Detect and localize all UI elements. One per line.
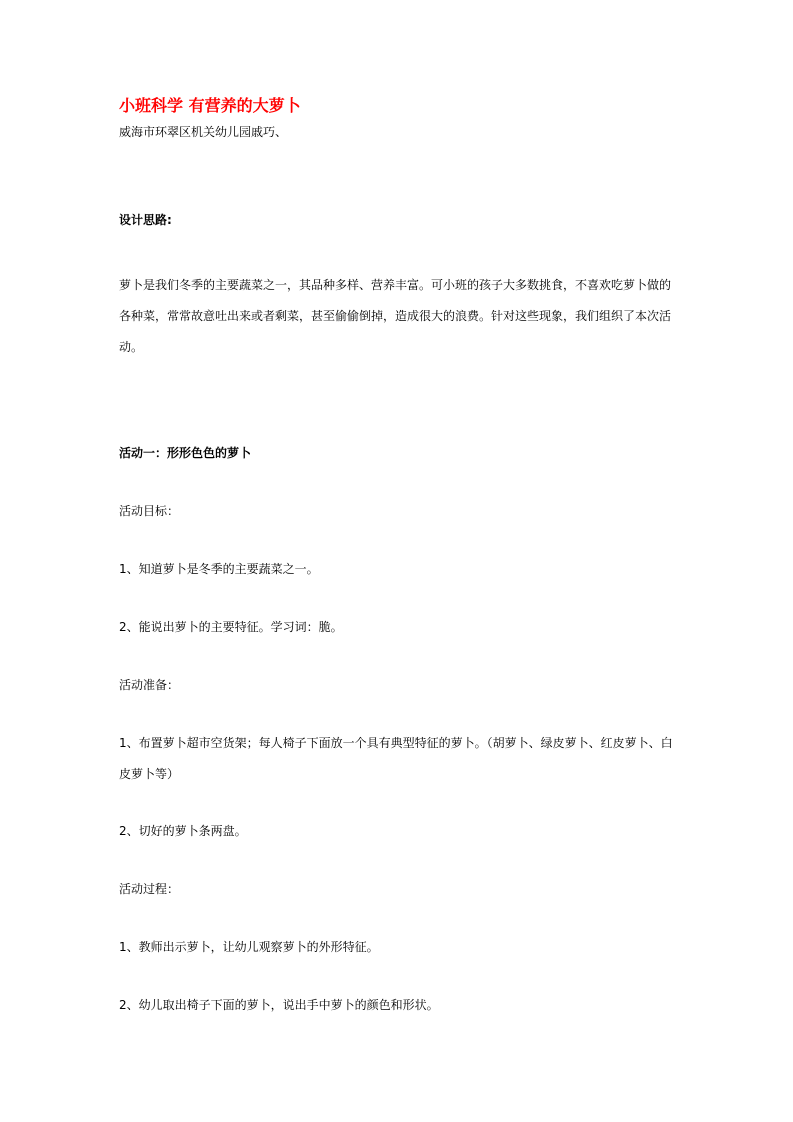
process-label: 活动过程： — [119, 882, 180, 896]
design-heading: 设计思路: — [119, 213, 172, 227]
goals-label: 活动目标： — [119, 504, 180, 518]
process-item: 1、教师出示萝卜，让幼儿观察萝卜的外形特征。 — [119, 940, 379, 954]
design-paragraph — [119, 270, 679, 363]
design-line: 各种菜，常常故意吐出来或者剩菜，甚至偷偷倒掉，造成很大的浪费。针对这些现象，我们组织了本次活 — [119, 309, 672, 323]
prep-item-continued: 皮萝卜等） — [119, 767, 180, 781]
goal-item: 2、能说出萝卜的主要特征。学习词：脆。 — [119, 620, 343, 634]
author-line: 威海市环翠区机关幼儿园戚巧、 — [119, 125, 288, 139]
document-title: 小班科学 有营养的大萝卜 — [119, 96, 301, 115]
prep-label: 活动准备： — [119, 678, 180, 692]
process-item: 2、幼儿取出椅子下面的萝卜，说出手中萝卜的颜色和形状。 — [119, 998, 439, 1012]
prep-item: 1、布置萝卜超市空货架；每人椅子下面放一个具有典型特征的萝卜。（胡萝卜、绿皮萝卜、红皮萝卜、白 — [119, 736, 673, 750]
activity-heading: 活动一：形形色色的萝卜 — [119, 446, 252, 460]
goal-item: 1、知道萝卜是冬季的主要蔬菜之一。 — [119, 562, 319, 576]
design-line: 萝卜是我们冬季的主要蔬菜之一，其品种多样、营养丰富。可小班的孩子大多数挑食，不喜欢吃萝卜做的 — [119, 278, 672, 292]
design-line: 动。 — [119, 340, 144, 354]
prep-item: 2、切好的萝卜条两盘。 — [119, 824, 247, 838]
